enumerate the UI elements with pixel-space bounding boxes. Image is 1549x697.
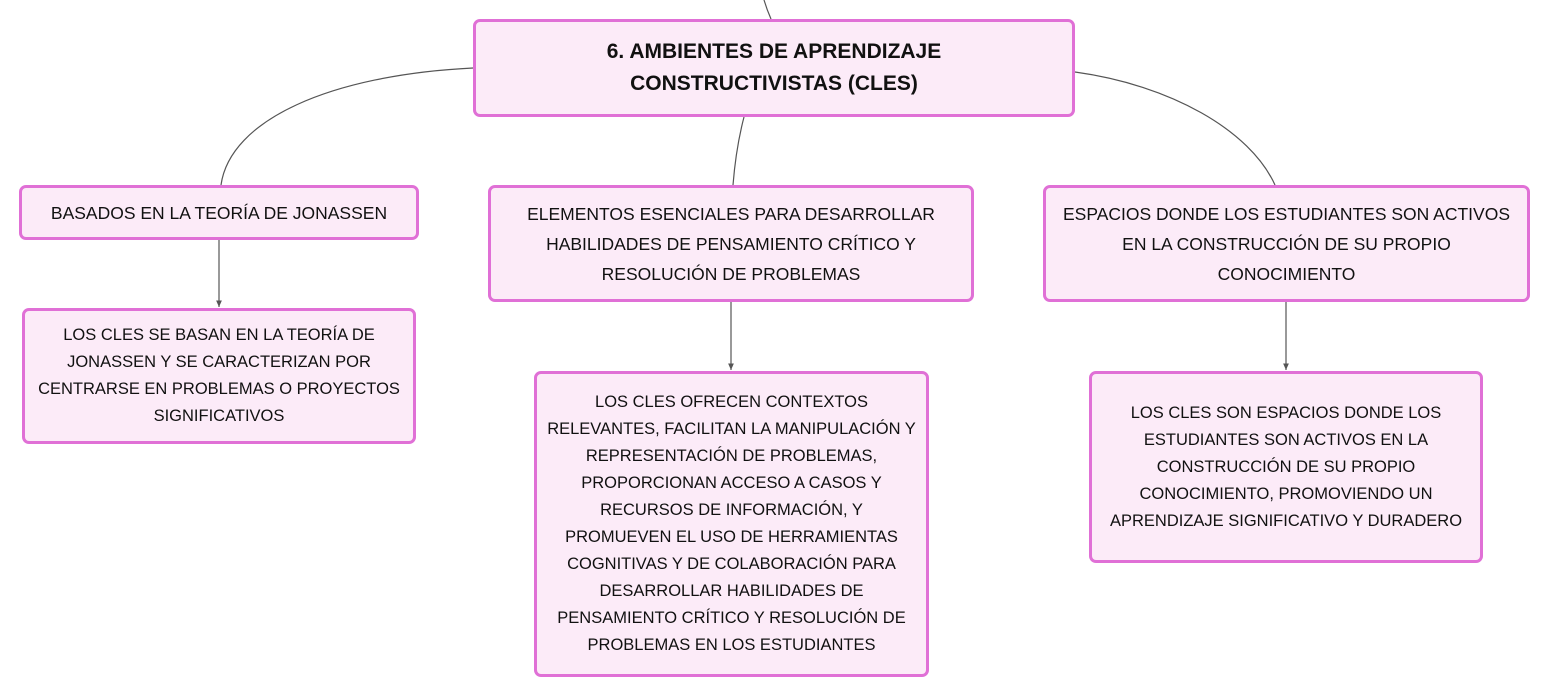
detail-text: LOS CLES SE BASAN EN LA TEORÍA DE JONASSEN Y SE CARACTERIZAN POR CENTRARSE EN PROBLEMAS O PROYECTOS SIGNIFICATIVOS [38, 326, 400, 425]
subtopic-label: ESPACIOS DONDE LOS ESTUDIANTES SON ACTIVOS EN LA CONSTRUCCIÓN DE SU PROPIO CONOCIMIENTO [1063, 203, 1510, 284]
detail-node-jonassen[interactable] [22, 308, 416, 444]
detail-text: LOS CLES OFRECEN CONTEXTOS RELEVANTES, FACILITAN LA MANIPULACIÓN Y REPRESENTACIÓN DE PROBLEMAS, PROPORCIONAN ACCESO A CASOS Y RECURSOS DE INFORMACIÓN, Y PROMUEVEN EL USO DE HERRAMIENTAS COGNITIVAS Y DE COLABORACIÓN PARA DESARROLLAR HABILIDADES DE PENSAMIENTO CRÍTICO Y RESOLUCIÓN DE PROBLEMAS EN LOS ESTUDIANTES [547, 393, 916, 654]
connector-root-to-branch-left [221, 68, 473, 185]
central-topic-node[interactable] [473, 19, 1075, 117]
subtopic-label: BASADOS EN LA TEORÍA DE JONASSEN [50, 202, 388, 223]
connector-root-to-branch-center [733, 117, 744, 185]
subtopic-node-elementos-esenciales[interactable] [488, 185, 974, 302]
central-topic-label: 6. AMBIENTES DE APRENDIZAJE CONSTRUCTIVISTAS (CLES) [606, 40, 942, 95]
detail-node-espacios-activos[interactable] [1089, 371, 1483, 563]
subtopic-node-jonassen[interactable] [19, 185, 419, 240]
detail-text: LOS CLES SON ESPACIOS DONDE LOS ESTUDIANTES SON ACTIVOS EN LA CONSTRUCCIÓN DE SU PROPIO CONOCIMIENTO, PROMOVIENDO UN APRENDIZAJE SIGNIFICATIVO Y DURADERO [1109, 403, 1463, 530]
subtopic-node-espacios-activos[interactable] [1043, 185, 1530, 302]
subtopic-label: ELEMENTOS ESENCIALES PARA DESARROLLAR HABILIDADES DE PENSAMIENTO CRÍTICO Y RESOLUCIÓN DE PROBLEMAS [527, 203, 935, 284]
detail-node-elementos-esenciales[interactable] [534, 371, 929, 677]
connector-root-to-branch-right [1075, 72, 1275, 185]
connector-parent-to-root [764, 0, 771, 19]
